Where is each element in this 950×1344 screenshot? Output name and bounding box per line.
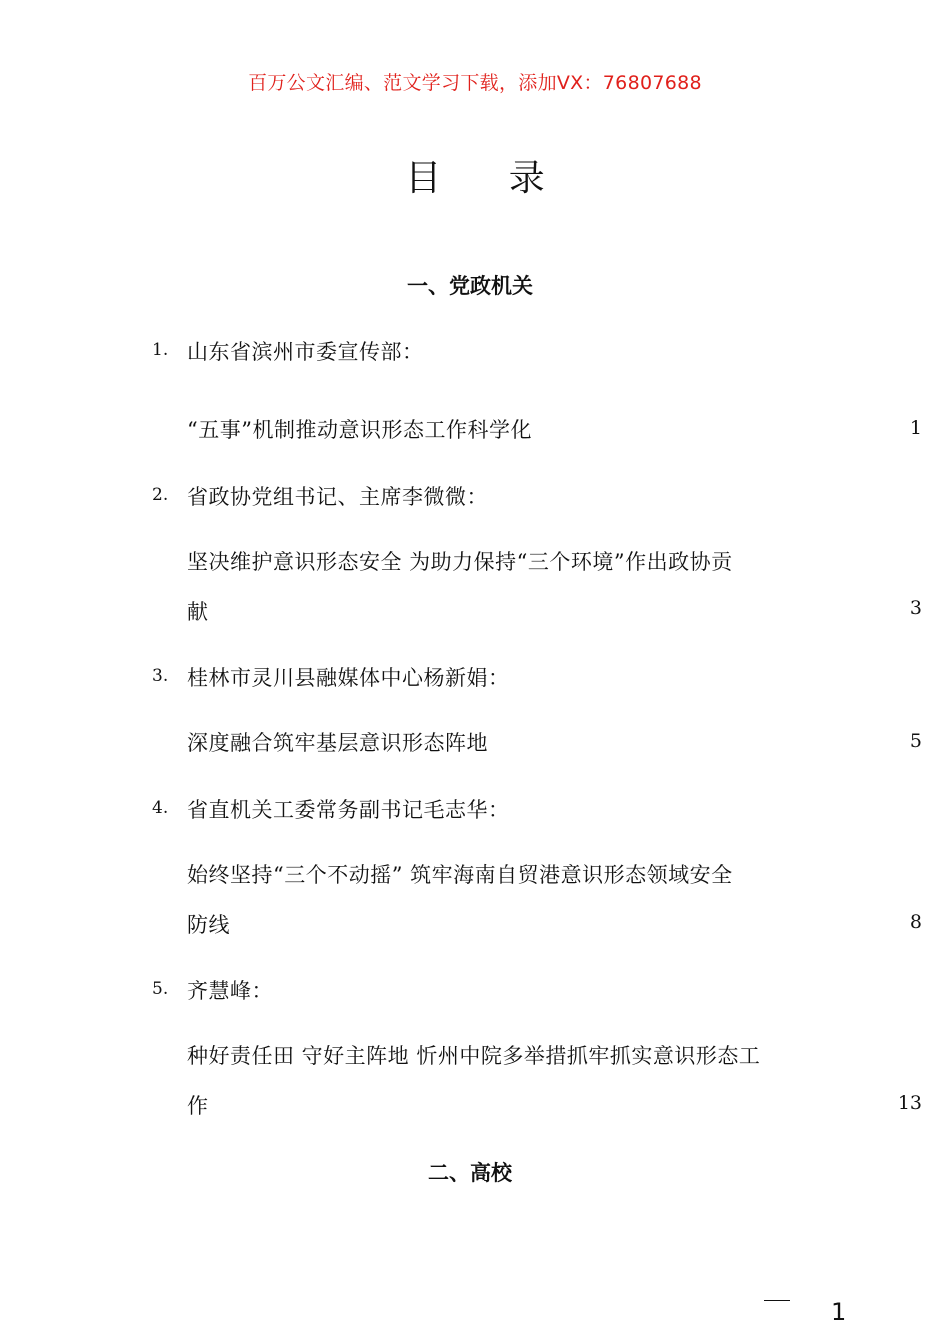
toc-entry-number: 1. (152, 340, 169, 360)
header-watermark-note: 百万公文汇编、范文学习下载，添加VX：76807688 (248, 72, 702, 94)
footer-page-number: 1 (831, 1298, 847, 1326)
toc-entry-author: 齐慧峰： (187, 979, 273, 1003)
toc-entry-title[interactable]: 坚决维护意识形态安全 为助力保持“三个环境”作出政协贡 (187, 550, 733, 574)
toc-entry-number: 2. (152, 485, 169, 505)
toc-entry-page: 1 (909, 417, 922, 439)
toc-entry-author: 省政协党组书记、主席李微微： (187, 485, 488, 509)
toc-entry-author: 省直机关工委常务副书记毛志华： (187, 798, 510, 822)
toc-entry-author: 山东省滨州市委宣传部： (187, 340, 424, 364)
toc-entry-title-continued[interactable]: 作 (187, 1094, 209, 1118)
footer-dash (764, 1300, 790, 1301)
toc-entry-title[interactable]: “五事”机制推动意识形态工作科学化 (187, 418, 532, 442)
toc-entry-page: 3 (909, 597, 922, 619)
toc-entry-page: 8 (909, 911, 922, 933)
toc-entry-page: 13 (897, 1092, 922, 1114)
toc-entry-author: 桂林市灵川县融媒体中心杨新娟： (187, 666, 510, 690)
toc-entry-title[interactable]: 深度融合筑牢基层意识形态阵地 (187, 731, 488, 755)
toc-entry-title-continued[interactable]: 献 (187, 600, 209, 624)
page-title: 目 录 (405, 158, 573, 199)
toc-entry-number: 5. (152, 979, 169, 999)
toc-entry-number: 4. (152, 798, 169, 818)
toc-entry-page: 5 (909, 730, 922, 752)
toc-entry-number: 3. (152, 666, 169, 686)
toc-entry-title[interactable]: 种好责任田 守好主阵地 忻州中院多举措抓牢抓实意识形态工 (187, 1044, 761, 1068)
toc-entry-title-continued[interactable]: 防线 (187, 913, 230, 937)
toc-entry-title[interactable]: 始终坚持“三个不动摇” 筑牢海南自贸港意识形态领域安全 (187, 863, 733, 887)
section-heading-party-government: 一、党政机关 (407, 274, 533, 298)
section-heading-universities: 二、高校 (428, 1161, 512, 1185)
